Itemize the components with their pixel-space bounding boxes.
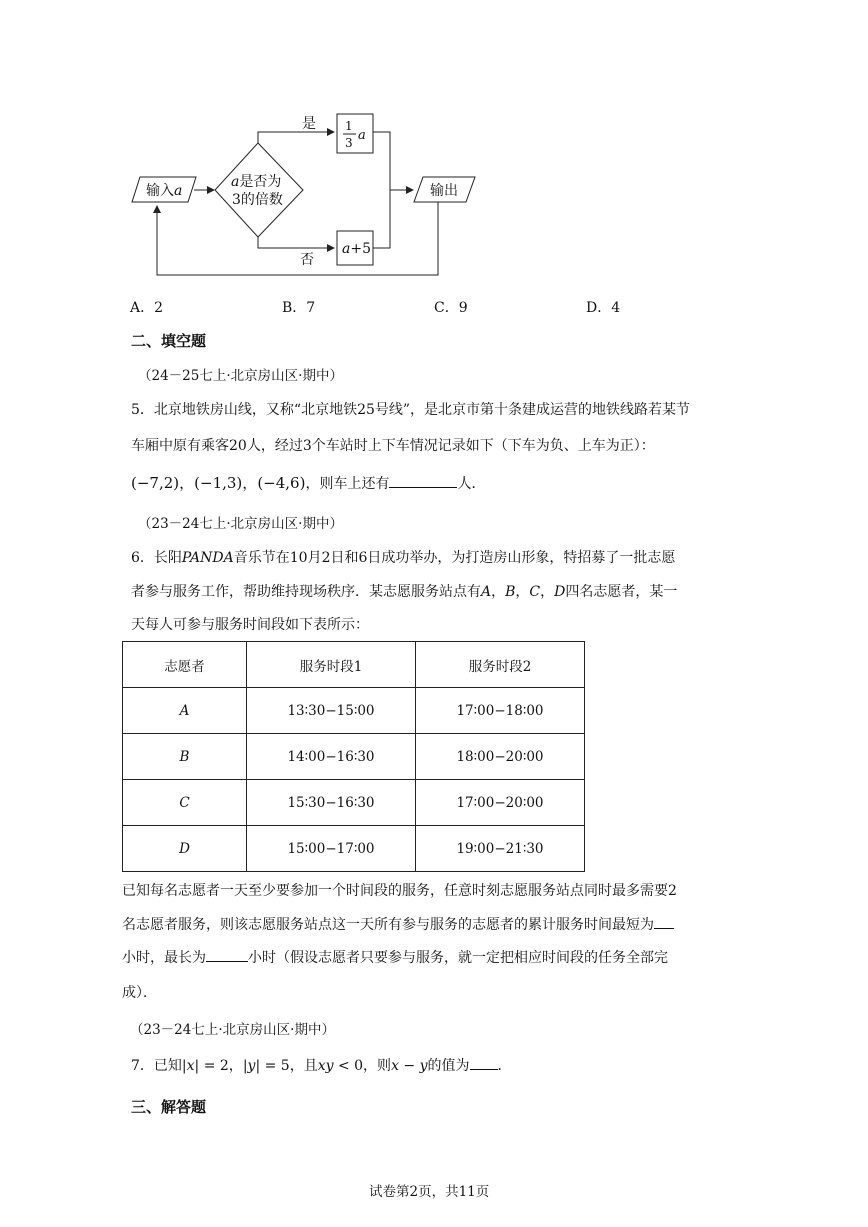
page-footer: 试卷第2页，共11页 — [369, 1184, 490, 1200]
q5-line3: (−7,2)，(−1,3)，(−4,6)，则车上还有 人． — [131, 474, 486, 492]
q5-pair2: (−1,3) — [194, 474, 243, 492]
table-cell: 15∶30−16∶30 — [247, 780, 416, 826]
table-header: 志愿者 — [123, 642, 247, 688]
fraction-den: 3 — [345, 136, 353, 150]
q5-line1: 5．北京地铁房山线，又称“北京地铁25号线”，是北京市第十条建成运营的地铁线路若某节 — [131, 402, 691, 418]
table-cell: B — [123, 734, 247, 780]
option-b: B．7 — [282, 300, 316, 316]
input-label: 输入a — [146, 183, 183, 199]
table-cell: 13∶30−15∶00 — [247, 688, 416, 734]
q6-line1: 6．长阳PANDA音乐节在10月2日和6日成功举办，为打造房山形象，特招募了一批志愿 — [131, 550, 676, 566]
table-cell: 17∶00−18∶00 — [416, 688, 585, 734]
q7-source: （23－24七上·北京房山区·期中） — [130, 1022, 335, 1038]
q7-answer-blank[interactable] — [470, 1055, 498, 1070]
section2-title: 二、填空题 — [131, 332, 207, 350]
table-cell: 17∶00−20∶00 — [416, 780, 585, 826]
q6-source: （23－24七上·北京房山区·期中） — [138, 516, 343, 532]
q6-after2: 名志愿者服务，则该志愿服务站点这一天所有参与服务的志愿者的累计服务时间最短为 — [122, 914, 674, 934]
table-cell: 15∶00−17∶00 — [247, 826, 416, 872]
q5-pair3: (−4,6) — [257, 474, 306, 492]
q6-min-blank[interactable] — [654, 914, 674, 929]
q5-line2: 车厢中原有乘客20人，经过3个车站时上下车情况记录如下（下车为负、上车为正）： — [131, 438, 655, 454]
q6-after3: 小时，最长为 小时（假设志愿者只要参与服务，就一定把相应时间段的任务全部完 — [122, 947, 668, 967]
table-header-row — [123, 642, 585, 688]
table-row — [123, 826, 585, 872]
q5-pair1: (−7,2) — [131, 474, 180, 492]
table-row — [123, 780, 585, 826]
q5-answer-blank[interactable] — [389, 473, 457, 488]
decision-shape — [215, 143, 303, 237]
table-row — [123, 734, 585, 780]
yes-label: 是 — [302, 116, 316, 132]
option-c: C．9 — [434, 300, 468, 316]
q7-line: 7．已知|x| = 2，|y| = 5，且xy < 0，则x − y的值为 ． — [131, 1055, 512, 1075]
q6-line3: 天每人可参与服务时间段如下表所示： — [131, 617, 369, 633]
section3-title: 三、解答题 — [131, 1098, 207, 1116]
table-row — [123, 688, 585, 734]
table-cell: 14∶00−16∶30 — [247, 734, 416, 780]
fraction-num: 1 — [345, 119, 353, 133]
table-header: 服务时段2 — [416, 642, 585, 688]
fraction-var: a — [358, 128, 366, 143]
decision-line1: a是否为 — [231, 174, 282, 190]
q6-max-blank[interactable] — [206, 947, 248, 962]
no-label: 否 — [300, 252, 314, 268]
table-cell: D — [123, 826, 247, 872]
q6-after1: 已知每名志愿者一天至少要参加一个时间段的服务，任意时刻志愿服务站点同时最多需要2 — [122, 883, 677, 899]
table-cell: A — [123, 688, 247, 734]
q6-line2: 者参与服务工作，帮助维持现场秩序．某志愿服务站点有A，B，C，D四名志愿者，某一 — [131, 584, 678, 600]
flowchart — [0, 0, 868, 290]
option-a: A．2 — [130, 300, 164, 316]
option-d: D．4 — [586, 300, 621, 316]
table-cell: 19∶00−21∶30 — [416, 826, 585, 872]
table-cell: 18∶00−20∶00 — [416, 734, 585, 780]
q6-after4: 成）． — [122, 985, 157, 1001]
output-label: 输出 — [430, 183, 458, 199]
table-header: 服务时段1 — [247, 642, 416, 688]
decision-line2: 3的倍数 — [232, 192, 283, 208]
q5-source: （24－25七上·北京房山区·期中） — [138, 368, 343, 384]
table-cell: C — [123, 780, 247, 826]
box-bottom-label: a+5 — [342, 241, 371, 257]
volunteer-table — [122, 641, 585, 872]
